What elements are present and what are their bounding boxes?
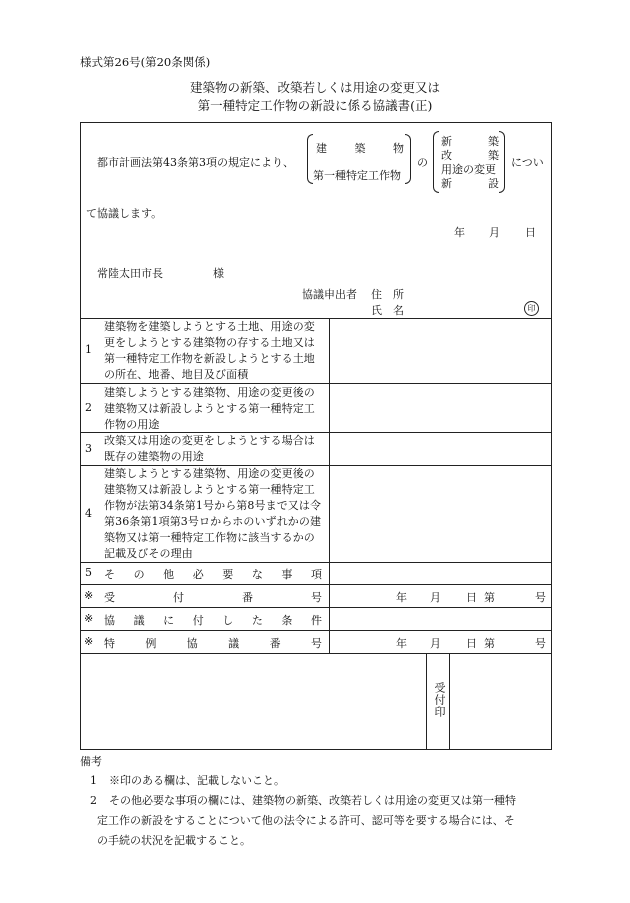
continuation-text: て協議します。: [86, 207, 163, 220]
remark-2-line-1: その他必要な事項の欄には、建築物の新築、改築若しくは用途の変更又は第一種特: [109, 794, 516, 807]
conditions-label: 協 議 に 付 し た 条 件: [104, 614, 322, 627]
receipt-year-label: 年: [396, 591, 407, 604]
special-go-label: 号: [535, 637, 546, 650]
row-3-number: 3: [85, 442, 92, 455]
option-use-change: 用途の変更: [441, 163, 496, 176]
remarks-heading: 備考: [80, 755, 102, 768]
action-bracket-left: [433, 131, 439, 193]
title-line-1: 建築物の新築、改築若しくは用途の変更又は: [189, 80, 440, 95]
divider: [80, 383, 552, 384]
stamp-box-inner: [449, 653, 450, 750]
receipt-number-label: 受 付 番 号: [104, 591, 322, 604]
date-year-label: 年: [454, 226, 465, 239]
divider: [80, 607, 552, 608]
option-new-build: 新 築: [441, 135, 499, 148]
date-month-label: 月: [489, 226, 500, 239]
option-specified-structure: 第一種特定工作物: [313, 169, 401, 182]
row-1-number: 1: [85, 343, 92, 356]
conditions-mark: ※: [84, 612, 94, 625]
remark-1-text: ※印のある欄は、記載しないこと。: [109, 774, 285, 787]
object-bracket-right: [405, 134, 411, 184]
special-year-label: 年: [396, 637, 407, 650]
date-day-label: 日: [525, 226, 536, 239]
divider: [80, 562, 552, 563]
applicant-label: 協議申出者: [302, 288, 357, 301]
title-line-2: 第一種特定工作物の新設に係る協議書(正): [197, 98, 433, 113]
row-4-label: 建築しようとする建築物、用途の変更後の 建築物又は新設しようとする第一種特定工 作物が法第34条第1号から第8号まで又は令 第36条第1項第3号ロからホのいずれかの建 築物又は第一種特定工作物に該当するかの 記載及びその理由: [104, 467, 322, 560]
row-1-label: 建築物を建築しようとする土地、用途の変 更をしようとする建築物の存する土地又は 第一種特定工作物を新設しようとする土地 の所在、地番、地目及び面積: [104, 320, 315, 381]
row-3-label: 改築又は用途の変更をしようとする場合は 既存の建築物の用途: [104, 434, 315, 463]
addressee: 常陸太田市長: [97, 267, 163, 280]
particle-no: の: [417, 156, 428, 169]
remark-2-line-2: 定工作の新設をすることについて他の法令による許可、認可等を要する場合には、そ: [97, 814, 515, 827]
special-month-label: 月: [430, 637, 441, 650]
stamp-box-left: [426, 653, 427, 750]
honorific: 様: [213, 267, 224, 280]
receipt-stamp-label: 受付印: [433, 682, 446, 718]
form-number: 様式第26号(第20条関係): [80, 55, 211, 69]
special-mark: ※: [84, 635, 94, 648]
row-2-label: 建築しようとする建築物、用途の変更後の 建築物又は新設しようとする第一種特定工 作物の用途: [104, 386, 315, 431]
receipt-mark: ※: [84, 589, 94, 602]
special-day-label: 日: [466, 637, 477, 650]
divider: [80, 584, 552, 585]
remark-2-number: 2: [90, 794, 97, 807]
row-5-number: 5: [85, 566, 92, 579]
intro-text: 都市計画法第43条第3項の規定により、: [97, 156, 294, 169]
option-building: 建 築 物: [316, 142, 404, 155]
remark-1-number: 1: [90, 774, 97, 787]
receipt-month-label: 月: [430, 591, 441, 604]
receipt-day-label: 日: [466, 591, 477, 604]
row-5-label: そ の 他 必 要 な 事 項: [104, 568, 322, 581]
action-bracket-right: [499, 131, 505, 193]
divider: [80, 630, 552, 631]
address-label: 住 所: [371, 288, 404, 301]
ni-tsui-text: につい: [511, 156, 544, 169]
remark-2-line-3: の手続の状況を記載すること。: [97, 834, 251, 847]
option-rebuild: 改 築: [441, 149, 499, 162]
special-number-label: 特 例 協 議 番 号: [104, 637, 322, 650]
divider: [80, 653, 552, 654]
receipt-no-label: 第: [484, 591, 495, 604]
option-new-install: 新 設: [441, 177, 499, 190]
row-4-number: 4: [85, 507, 92, 520]
special-no-label: 第: [484, 637, 495, 650]
seal-mark: 印: [524, 301, 539, 316]
name-label: 氏 名: [371, 304, 404, 317]
row-2-number: 2: [85, 401, 92, 414]
receipt-go-label: 号: [535, 591, 546, 604]
